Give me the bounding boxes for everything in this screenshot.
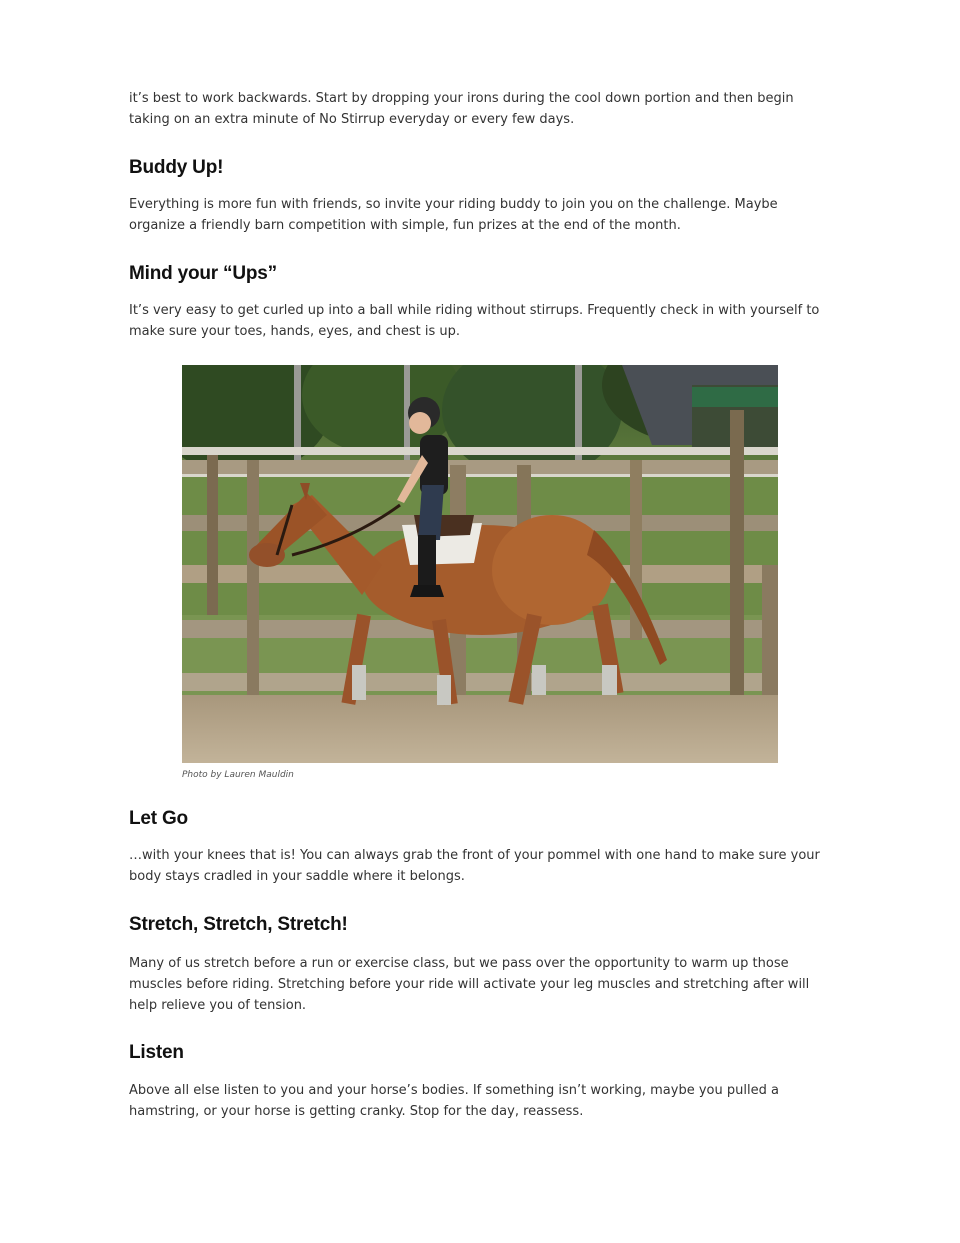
photo-caption: Photo by Lauren Mauldin [182,770,294,780]
heading-mind-your-ups: Mind your “Ups” [129,263,277,284]
paragraph-listen: Above all else listen to you and your horse’s bodies. If something isn’t working, maybe you pulled a hamstring, or your horse is getting cranky. Stop for the day, reassess. [129,1083,779,1119]
heading-listen: Listen [129,1042,184,1063]
intro-paragraph: it’s best to work backwards. Start by dropping your irons during the cool down portion and then begin taking on an extra minute of No Stirrup everyday or every few days. [129,91,794,127]
heading-stretch: Stretch, Stretch, Stretch! [129,914,348,935]
paragraph-mind-your-ups: It’s very easy to get curled up into a ball while riding without stirrups. Frequently check in with yourself to make sure your toes, hands, eyes, and chest is up. [129,303,820,339]
horse-rider-photo [182,365,778,763]
paragraph-let-go: …with your knees that is! You can always grab the front of your pommel with one hand to make sure your body stays cradled in your saddle where it belongs. [129,848,820,884]
paragraph-buddy-up: Everything is more fun with friends, so invite your riding buddy to join you on the challenge. Maybe organize a friendly barn competition with simple, fun prizes at the end of the month. [129,197,778,233]
heading-let-go: Let Go [129,808,188,829]
heading-buddy-up: Buddy Up! [129,157,224,178]
paragraph-stretch: Many of us stretch before a run or exercise class, but we pass over the opportunity to warm up those muscles before riding. Stretching before your ride will activate your leg muscles and stretching after will help relieve you of tension. [129,956,810,1013]
